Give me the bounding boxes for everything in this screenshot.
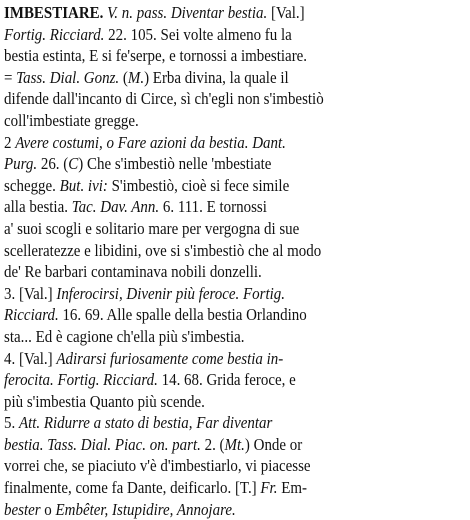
text-line [4,455,409,477]
text-run: [Val.] [267,3,305,22]
text-run: 3. [Val.] [4,283,57,303]
text-line [4,304,409,326]
italic-run: Adirarsi furiosamente come bestia in- [56,348,284,368]
italic-run: Tass. Dial. Gonz. [16,67,120,87]
italic-run: bestia. Tass. Dial. Piac. on. part. [4,434,201,454]
text-line [4,283,409,305]
text-run: a' suoi scogli e solitario mare per vergogna di sue [4,218,300,238]
text-line [4,88,409,110]
text-run: ) Erba divina, la quale il [144,67,289,87]
text-run: 16. 69. Alle spalle della bestia Orlandino [58,305,307,325]
text-run: 2. ( [200,434,225,454]
text-run: difende dall'incanto di Circe, sì ch'egli non s'imbestiò [4,89,324,109]
italic-run: Ricciard. [4,305,59,325]
text-run: 14. 68. Grida feroce, e [157,370,296,390]
text-line [4,45,409,67]
italic-run: M. [127,67,145,87]
italic-run: Tac. Dav. Ann. [71,197,160,217]
text-run: scelleratezze e libidini, ove si s'imbestiò che al modo [4,240,322,260]
text-run: finalmente, come fa Dante, deificarlo. [T.] [4,478,261,498]
text-line [4,175,409,197]
text-line [4,153,409,175]
italic-run: V. n. pass. Diventar bestia. [107,3,268,22]
text-run: vorrei che, se piaciuto v'è d'imbestiarlo, vi piacesse [4,456,311,476]
italic-run: ferocita. Fortig. Ricciard. [4,370,158,390]
text-line [4,369,409,391]
italic-run: Att. Ridurre a stato di bestia, Far diventar [18,413,273,433]
text-line [4,499,409,520]
text-run: o [40,499,56,519]
italic-run: bester [4,499,41,519]
text-run: de' Re barbari contaminava nobili donzelli. [4,262,262,282]
text-run: 22. 105. Sei volte almeno fu la [104,24,292,44]
text-run: alla bestia. [4,197,72,217]
text-line [4,67,409,89]
text-run: 6. 111. E tornossi [159,197,267,217]
italic-run: Embêter, Istupidire, Annojare. [55,499,236,519]
text-line [4,196,409,218]
italic-run: Mt. [224,434,245,454]
italic-run: C [68,154,79,174]
text-line [4,261,409,283]
italic-run: Inferocirsi, Divenir più feroce. Fortig. [56,283,286,303]
text-run: più s'imbestia Quanto più scende. [4,391,205,411]
text-run: 26. ( [37,154,69,174]
text-line [4,24,409,46]
text-line [4,391,409,413]
text-line [4,434,409,456]
text-run: ( [119,67,128,87]
text-run: = [4,67,17,87]
text-line [4,412,409,434]
text-line [4,132,409,154]
text-run: sta... Ed è cagione ch'ella più s'imbestia. [4,326,245,346]
italic-run: Fr. [260,478,278,498]
italic-run: Purg. [4,154,38,174]
dictionary-entry [4,2,464,520]
text-line [4,110,409,132]
text-line [4,348,409,370]
italic-run: Avere costumi, o Fare azioni da bestia. Dant. [15,132,286,152]
text-run: bestia estinta, E si fe'serpe, e tornossi a imbestiare. [4,46,308,66]
text-run: S'imbestiò, cioè si fece simile [107,175,290,195]
italic-run: But. ivi: [59,175,108,195]
text-line [4,326,409,348]
text-run: schegge. [4,175,60,195]
text-line [4,477,409,499]
headword: IMBESTIARE. [4,3,104,22]
text-run: ) Che s'imbestiò nelle 'mbestiate [78,154,272,174]
text-run: Em- [277,478,307,498]
text-line [4,240,409,262]
italic-run: Fortig. Ricciard. [4,24,105,44]
text-run: 5. [4,413,19,433]
text-run: 2 [4,132,16,152]
text-run: ) Onde or [244,434,303,454]
text-run: 4. [Val.] [4,348,57,368]
text-run: coll'imbestiate gregge. [4,110,139,130]
text-line [4,2,409,24]
text-line [4,218,409,240]
